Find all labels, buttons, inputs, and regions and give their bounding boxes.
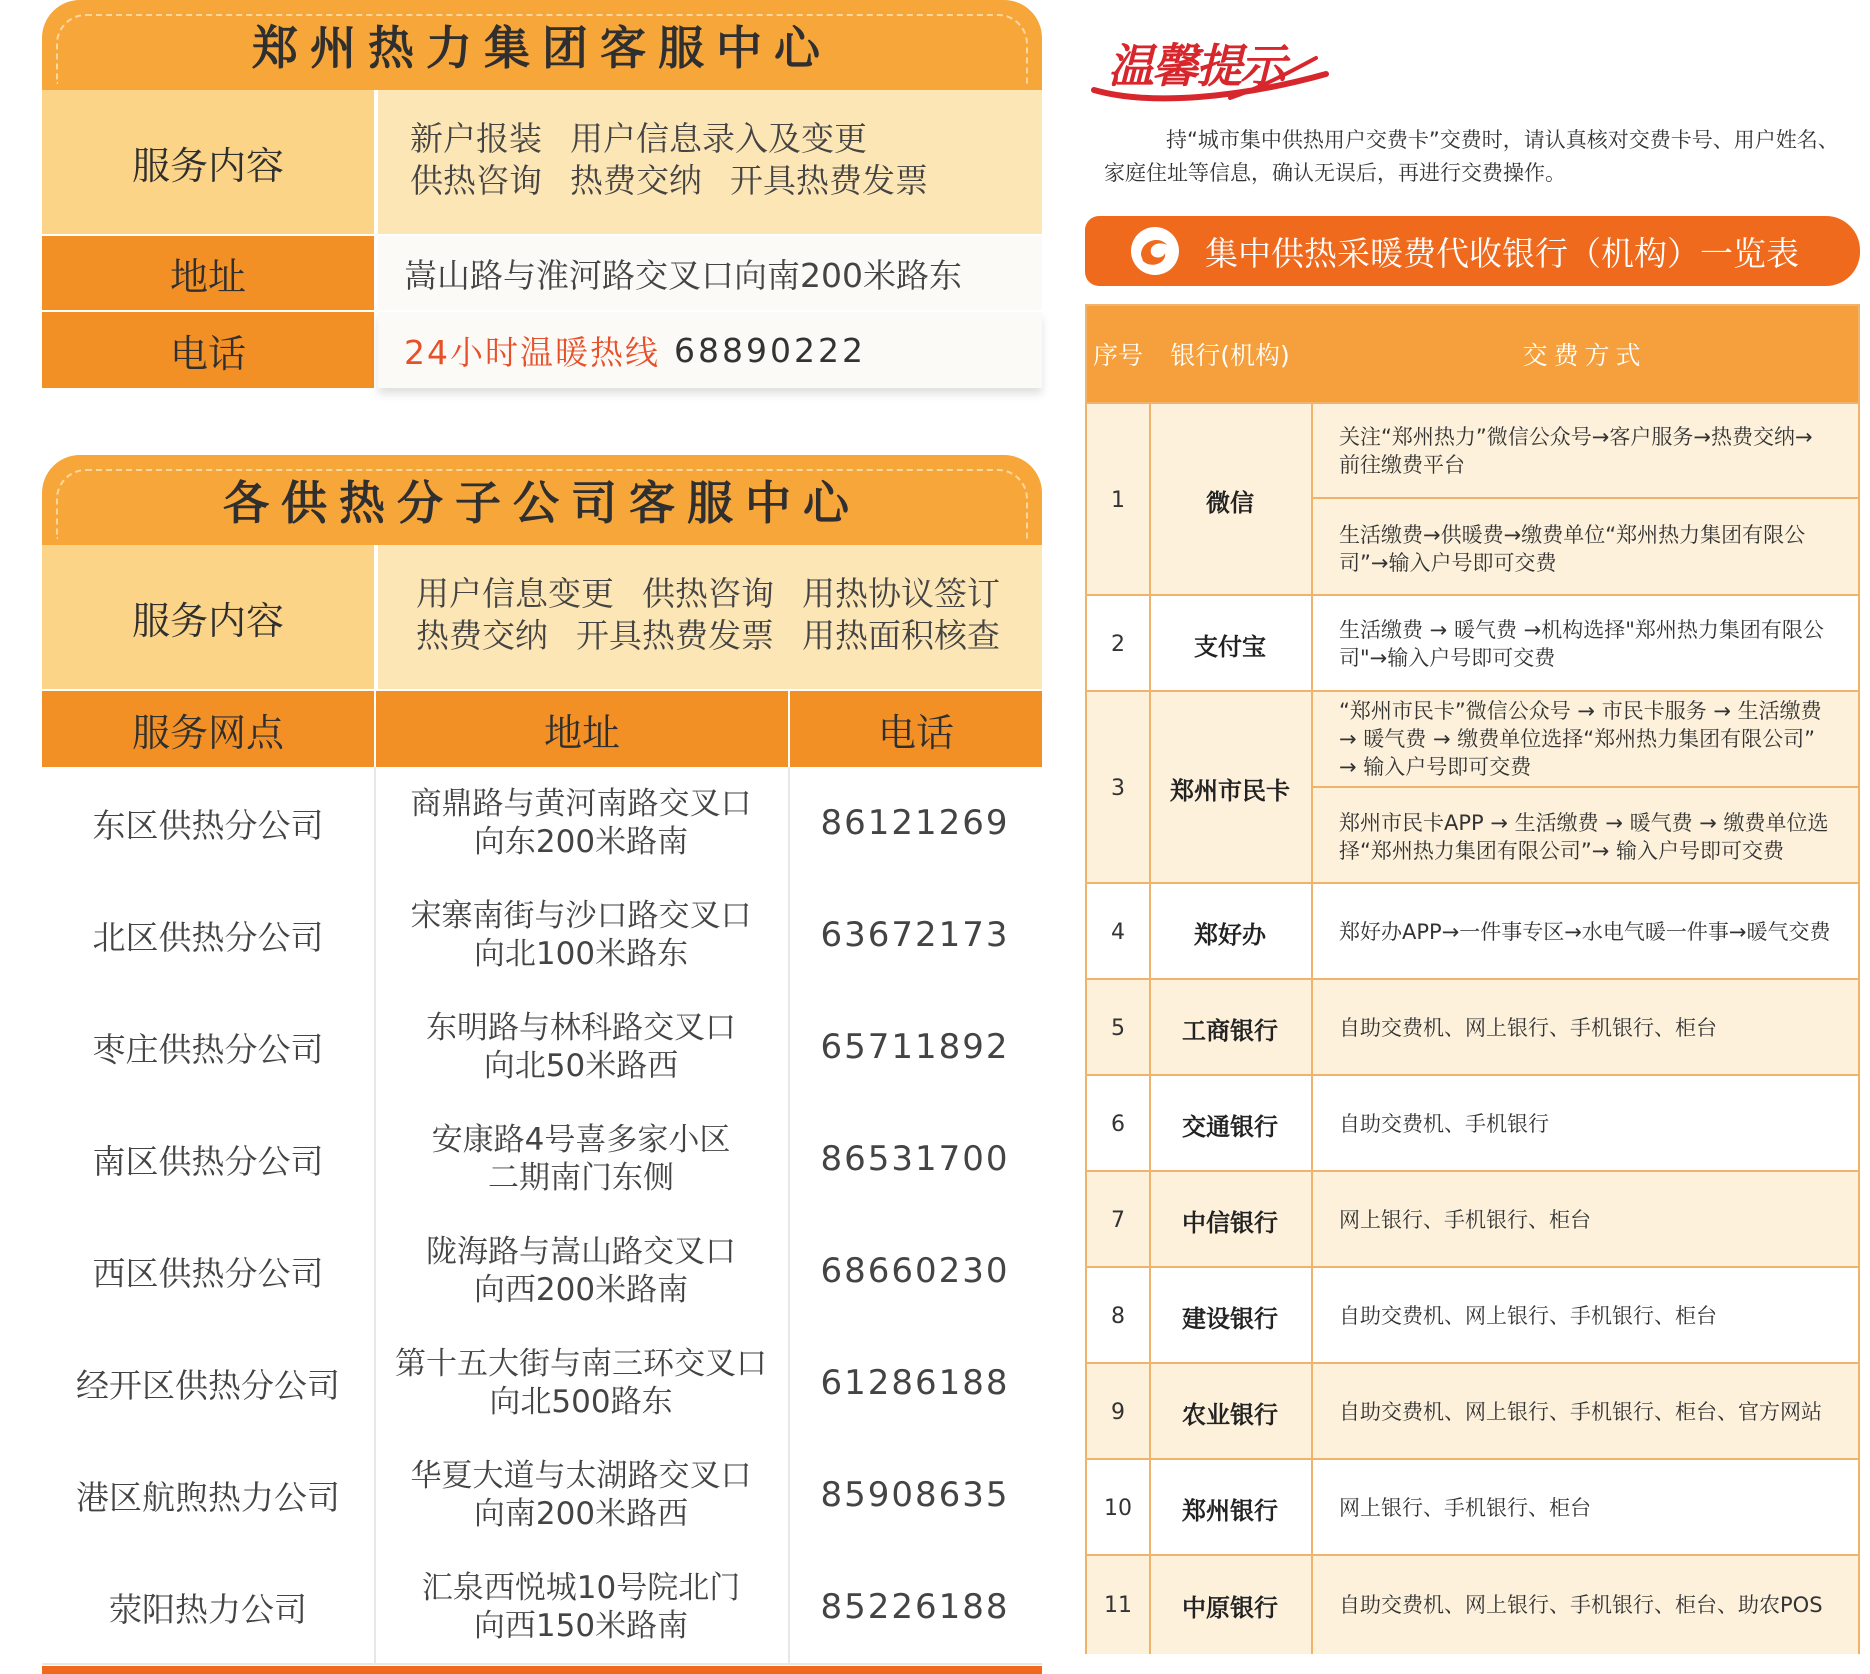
row-bank: 支付宝 (1149, 596, 1313, 692)
method-text: 自助交费机、网上银行、手机银行、柜台 (1339, 1304, 1717, 1328)
row-bank: 工商银行 (1149, 980, 1313, 1076)
branch-phone: 85226188 (820, 1587, 1010, 1627)
branch-service-item: 用户信息变更 (416, 574, 614, 613)
main-service-item: 开具热费发票 (730, 161, 928, 200)
main-address: 嵩山路与淮河路交叉口向南200米路东 (378, 236, 1042, 310)
hotline-number: 68890222 (674, 330, 866, 370)
row-no: 5 (1087, 980, 1151, 1076)
main-service-item: 热费交纳 (570, 161, 702, 200)
warm-tip-title: 温馨提示 (1108, 39, 1284, 93)
main-service-item: 新户报装 (410, 119, 542, 158)
branch-phone: 85908635 (820, 1475, 1010, 1515)
row-methods (1311, 884, 1858, 980)
row-bank: 郑州银行 (1149, 1460, 1313, 1556)
row-no: 7 (1087, 1172, 1151, 1268)
branch-service-item: 用热面积核查 (802, 616, 1000, 655)
branch-name: 枣庄供热分公司 (42, 991, 376, 1103)
header-bank: 银行(机构) (1149, 306, 1313, 402)
row-no: 4 (1087, 884, 1151, 980)
branch-name: 荥阳热力公司 (42, 1551, 376, 1663)
header-address: 地址 (376, 691, 788, 767)
table-row (1087, 1266, 1858, 1364)
main-service-item: 用户信息录入及变更 (570, 119, 867, 158)
warm-tip-text: 持“城市集中供热用户交费卡”交费时，请认真核对交费卡号、用户姓名、家庭住址等信息，确认无误后，再进行交费操作。 (1104, 128, 1839, 185)
row-bank: 建设银行 (1149, 1268, 1313, 1364)
branch-name: 北区供热分公司 (42, 879, 376, 991)
main-phone (378, 312, 1042, 388)
method-text: 郑好办APP→一件事专区→水电气暖一件事→暖气交费 (1339, 920, 1831, 944)
table-row (1087, 978, 1858, 1076)
warm-tip-heading (1090, 28, 1330, 108)
row-no: 8 (1087, 1268, 1151, 1364)
header-method: 交费方式 (1311, 306, 1858, 402)
main-service-center (42, 0, 1042, 388)
table-row (42, 1439, 1042, 1553)
method-text: 生活缴费 → 暖气费 →机构选择"郑州热力集团有限公司"→输入户号即可交费 (1339, 618, 1824, 670)
method-text: 自助交费机、网上银行、手机银行、柜台 (1339, 1016, 1717, 1040)
method-text: 自助交费机、手机银行 (1339, 1112, 1549, 1136)
branch-name: 经开区供热分公司 (42, 1327, 376, 1439)
row-bank: 农业银行 (1149, 1364, 1313, 1460)
branch-phone: 65711892 (820, 1027, 1010, 1067)
method-text: 自助交费机、网上银行、手机银行、柜台、助农POS (1339, 1593, 1823, 1617)
table-row (1087, 1074, 1858, 1172)
branch-name: 东区供热分公司 (42, 767, 376, 879)
row-no: 3 (1087, 692, 1151, 884)
main-center-title: 郑州热力集团客服中心 (42, 0, 1042, 90)
hotline-label: 24小时温暖热线 (404, 332, 660, 372)
branch-address: 汇泉西悦城10号院北门 向西150米路南 (374, 1551, 790, 1663)
method-text: 郑州市民卡APP → 生活缴费 → 暖气费 → 缴费单位选择“郑州热力集团有限公司”→ 输入户号即可交费 (1339, 811, 1829, 863)
row-bank: 微信 (1149, 404, 1313, 596)
row-no: 1 (1087, 404, 1151, 596)
branch-address: 华夏大道与太湖路交叉口 向南200米路西 (374, 1439, 790, 1551)
branch-service-centers (42, 455, 1042, 1674)
bottom-accent-bar (42, 1666, 1042, 1674)
main-phone-label: 电话 (42, 312, 374, 388)
bank-table-title: 集中供热采暖费代收银行（机构）一览表 (1205, 233, 1799, 273)
branch-phone: 61286188 (820, 1363, 1010, 1403)
row-no: 10 (1087, 1460, 1151, 1556)
swirl-logo-icon (1129, 225, 1181, 277)
table-row (42, 991, 1042, 1105)
row-no: 11 (1087, 1556, 1151, 1654)
main-service-label: 服务内容 (42, 90, 374, 234)
row-bank: 中信银行 (1149, 1172, 1313, 1268)
row-bank: 中原银行 (1149, 1556, 1313, 1654)
bank-table (1085, 304, 1860, 1654)
table-row (1087, 594, 1858, 692)
header-phone: 电话 (790, 691, 1042, 767)
row-no: 2 (1087, 596, 1151, 692)
row-no: 9 (1087, 1364, 1151, 1460)
branch-name: 西区供热分公司 (42, 1215, 376, 1327)
branch-phone: 86531700 (820, 1139, 1010, 1179)
branch-phone: 63672173 (820, 915, 1010, 955)
table-row (42, 1327, 1042, 1441)
row-methods (1311, 404, 1858, 596)
table-row (42, 1215, 1042, 1329)
branch-phone: 68660230 (820, 1251, 1010, 1291)
row-bank: 郑好办 (1149, 884, 1313, 980)
header-no: 序号 (1087, 306, 1151, 402)
branch-service-item: 供热咨询 (642, 574, 774, 613)
branch-address: 第十五大街与南三环交叉口 向北500路东 (374, 1327, 790, 1439)
table-row (42, 879, 1042, 993)
branch-service-label: 服务内容 (42, 545, 374, 689)
branch-address: 安康路4号喜多家小区 二期南门东侧 (374, 1103, 790, 1215)
main-address-label: 地址 (42, 236, 374, 310)
method-text: 生活缴费→供暖费→缴费单位“郑州热力集团有限公司”→输入户号即可交费 (1339, 522, 1806, 575)
row-methods (1311, 692, 1858, 884)
row-bank: 郑州市民卡 (1149, 692, 1313, 884)
branch-service-item: 热费交纳 (416, 616, 548, 655)
table-row (1087, 690, 1858, 884)
table-row (1087, 402, 1858, 596)
branch-service-list (378, 545, 1042, 689)
table-row (1087, 882, 1858, 980)
method-text: 网上银行、手机银行、柜台 (1339, 1496, 1591, 1520)
row-bank: 交通银行 (1149, 1076, 1313, 1172)
row-methods (1311, 596, 1858, 692)
branch-address: 陇海路与嵩山路交叉口 向西200米路南 (374, 1215, 790, 1327)
method-text: 网上银行、手机银行、柜台 (1339, 1208, 1591, 1232)
branch-address: 宋寨南街与沙口路交叉口 向北100米路东 (374, 879, 790, 991)
table-row (1087, 1458, 1858, 1556)
main-service-item: 供热咨询 (410, 161, 542, 200)
method-text: “郑州市民卡”微信公众号 → 市民卡服务 → 生活缴费 → 暖气费 → 缴费单位选择“郑州热力集团有限公司” → 输入户号即可交费 (1311, 692, 1858, 788)
branch-address: 东明路与林科路交叉口 向北50米路西 (374, 991, 790, 1103)
branch-name: 南区供热分公司 (42, 1103, 376, 1215)
main-service-list (378, 90, 1042, 234)
branch-phone: 86121269 (820, 803, 1010, 843)
branch-name: 港区航煦热力公司 (42, 1439, 376, 1551)
table-row (1087, 1170, 1858, 1268)
table-row (42, 1103, 1042, 1217)
table-row (42, 767, 1042, 881)
table-row (1087, 1554, 1858, 1654)
branch-address: 商鼎路与黄河南路交叉口 向东200米路南 (374, 767, 790, 879)
header-branch: 服务网点 (42, 691, 374, 767)
branch-service-item: 开具热费发票 (576, 616, 774, 655)
row-no: 6 (1087, 1076, 1151, 1172)
table-row (42, 1551, 1042, 1665)
method-text: 自助交费机、网上银行、手机银行、柜台、官方网站 (1339, 1400, 1822, 1424)
branch-center-title: 各供热分子公司客服中心 (42, 455, 1042, 545)
method-text: 关注“郑州热力”微信公众号→客户服务→热费交纳→ 前往缴费平台 (1311, 404, 1858, 499)
table-row (1087, 1362, 1858, 1460)
branch-service-item: 用热协议签订 (802, 574, 1000, 613)
bank-table-banner (1085, 216, 1860, 286)
